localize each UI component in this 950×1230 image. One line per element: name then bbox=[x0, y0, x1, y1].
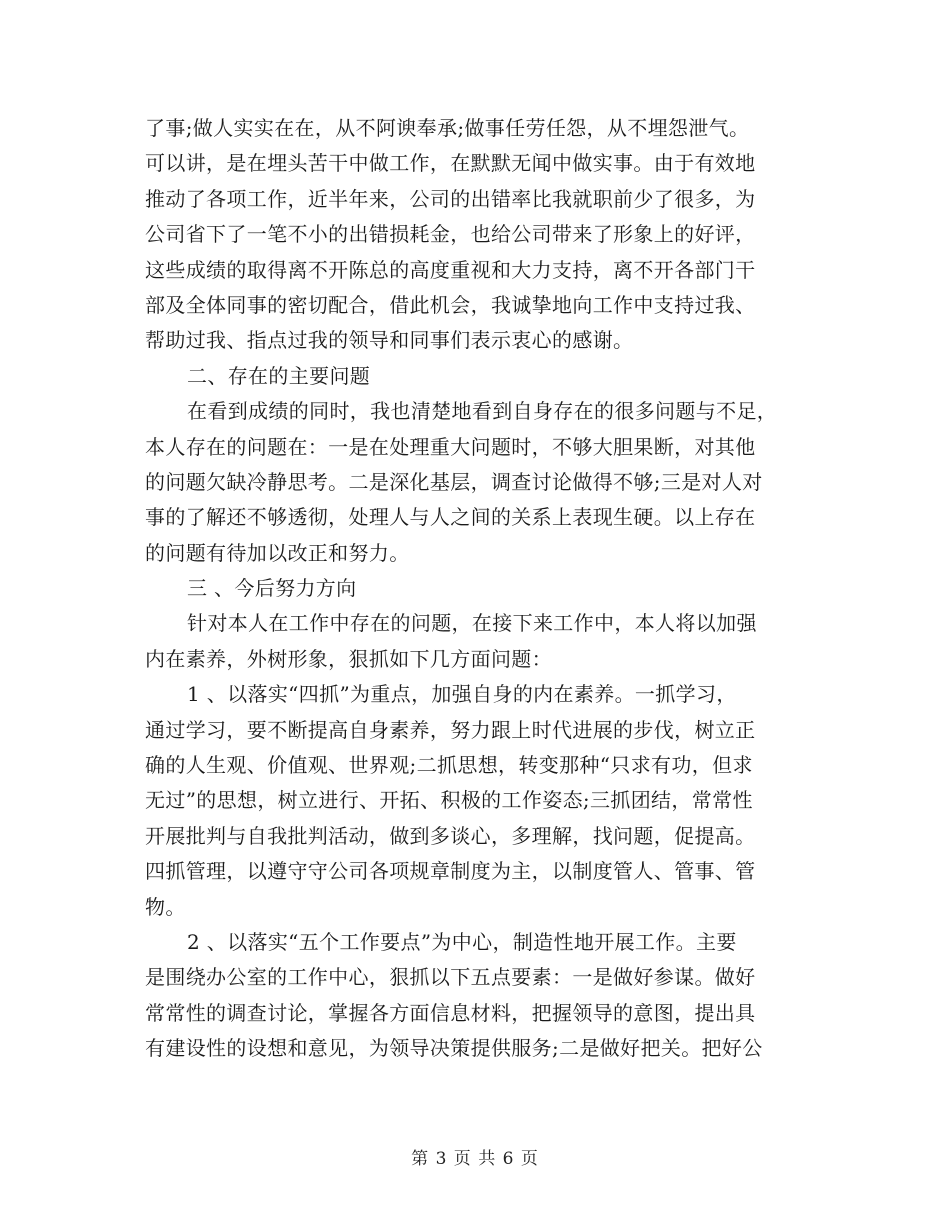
text-line: 公司省下了一笔不小的出错损耗金，也给公司带来了形象上的好评， bbox=[145, 222, 756, 247]
text-line: 的问题欠缺冷静思考。二是深化基层，调查讨论做得不够;三是对人对 bbox=[145, 469, 763, 494]
text-line: 有建设性的设想和意见，为领导决策提供服务;二是做好把关。把好公 bbox=[145, 1036, 763, 1061]
text-line: 本人存在的问题在：一是在处理重大问题时，不够大胆果断，对其他 bbox=[145, 434, 756, 459]
text-line: 在看到成绩的同时，我也清楚地看到自身存在的很多问题与不足， bbox=[187, 399, 778, 424]
text-line: 开展批判与自我批判活动，做到多谈心，多理解，找问题，促提高。 bbox=[145, 823, 756, 848]
text-line: 帮助过我、指点过我的领导和同事们表示衷心的感谢。 bbox=[145, 328, 634, 353]
text-line: 推动了各项工作，近半年来，公司的出错率比我就职前少了很多，为 bbox=[145, 186, 756, 211]
text-line: 无过”的思想，树立进行、开拓、积极的工作姿态;三抓团结，常常性 bbox=[145, 788, 753, 813]
text-line: 是围绕办公室的工作中心，狠抓以下五点要素：一是做好参谋。做好 bbox=[145, 965, 756, 990]
text-line: 三 、今后努力方向 bbox=[187, 576, 357, 601]
page-number: 第 3 页 共 6 页 bbox=[411, 1149, 539, 1169]
text-line: 通过学习，要不断提高自身素养，努力跟上时代进展的步伐，树立正 bbox=[145, 717, 756, 742]
text-line: 部及全体同事的密切配合，借此机会，我诚挚地向工作中支持过我、 bbox=[145, 292, 756, 317]
text-line: 四抓管理，以遵守守公司各项规章制度为主，以制度管人、管事、管 bbox=[145, 859, 756, 884]
text-line: 内在素养，外树形象，狠抓如下几方面问题： bbox=[145, 646, 552, 671]
text-line: 的问题有待加以改正和努力。 bbox=[145, 540, 410, 565]
text-line: 确的人生观、价值观、世界观;二抓思想，转变那种“只求有功，但求 bbox=[145, 753, 753, 778]
text-line: 2 、以落实“五个工作要点”为中心，制造性地开展工作。主要 bbox=[187, 929, 737, 954]
text-line: 物。 bbox=[145, 894, 186, 919]
text-line: 可以讲，是在埋头苦干中做工作，在默默无闻中做实事。由于有效地 bbox=[145, 151, 756, 176]
text-line: 常常性的调查讨论，掌握各方面信息材料，把握领导的意图，提出具 bbox=[145, 1000, 756, 1025]
text-line: 针对本人在工作中存在的问题，在接下来工作中，本人将以加强 bbox=[187, 611, 757, 636]
text-line: 这些成绩的取得离不开陈总的高度重视和大力支持，离不开各部门干 bbox=[145, 257, 756, 282]
text-line: 事的了解还不够透彻，处理人与人之间的关系上表现生硬。以上存在 bbox=[145, 505, 756, 530]
body-text bbox=[145, 111, 813, 1067]
text-line: 1 、以落实“四抓”为重点，加强自身的内在素养。一抓学习， bbox=[187, 682, 737, 707]
text-line: 二、存在的主要问题 bbox=[187, 363, 371, 388]
text-line: 了事;做人实实在在，从不阿谀奉承;做事任劳任怨，从不埋怨泄气。 bbox=[145, 116, 750, 140]
